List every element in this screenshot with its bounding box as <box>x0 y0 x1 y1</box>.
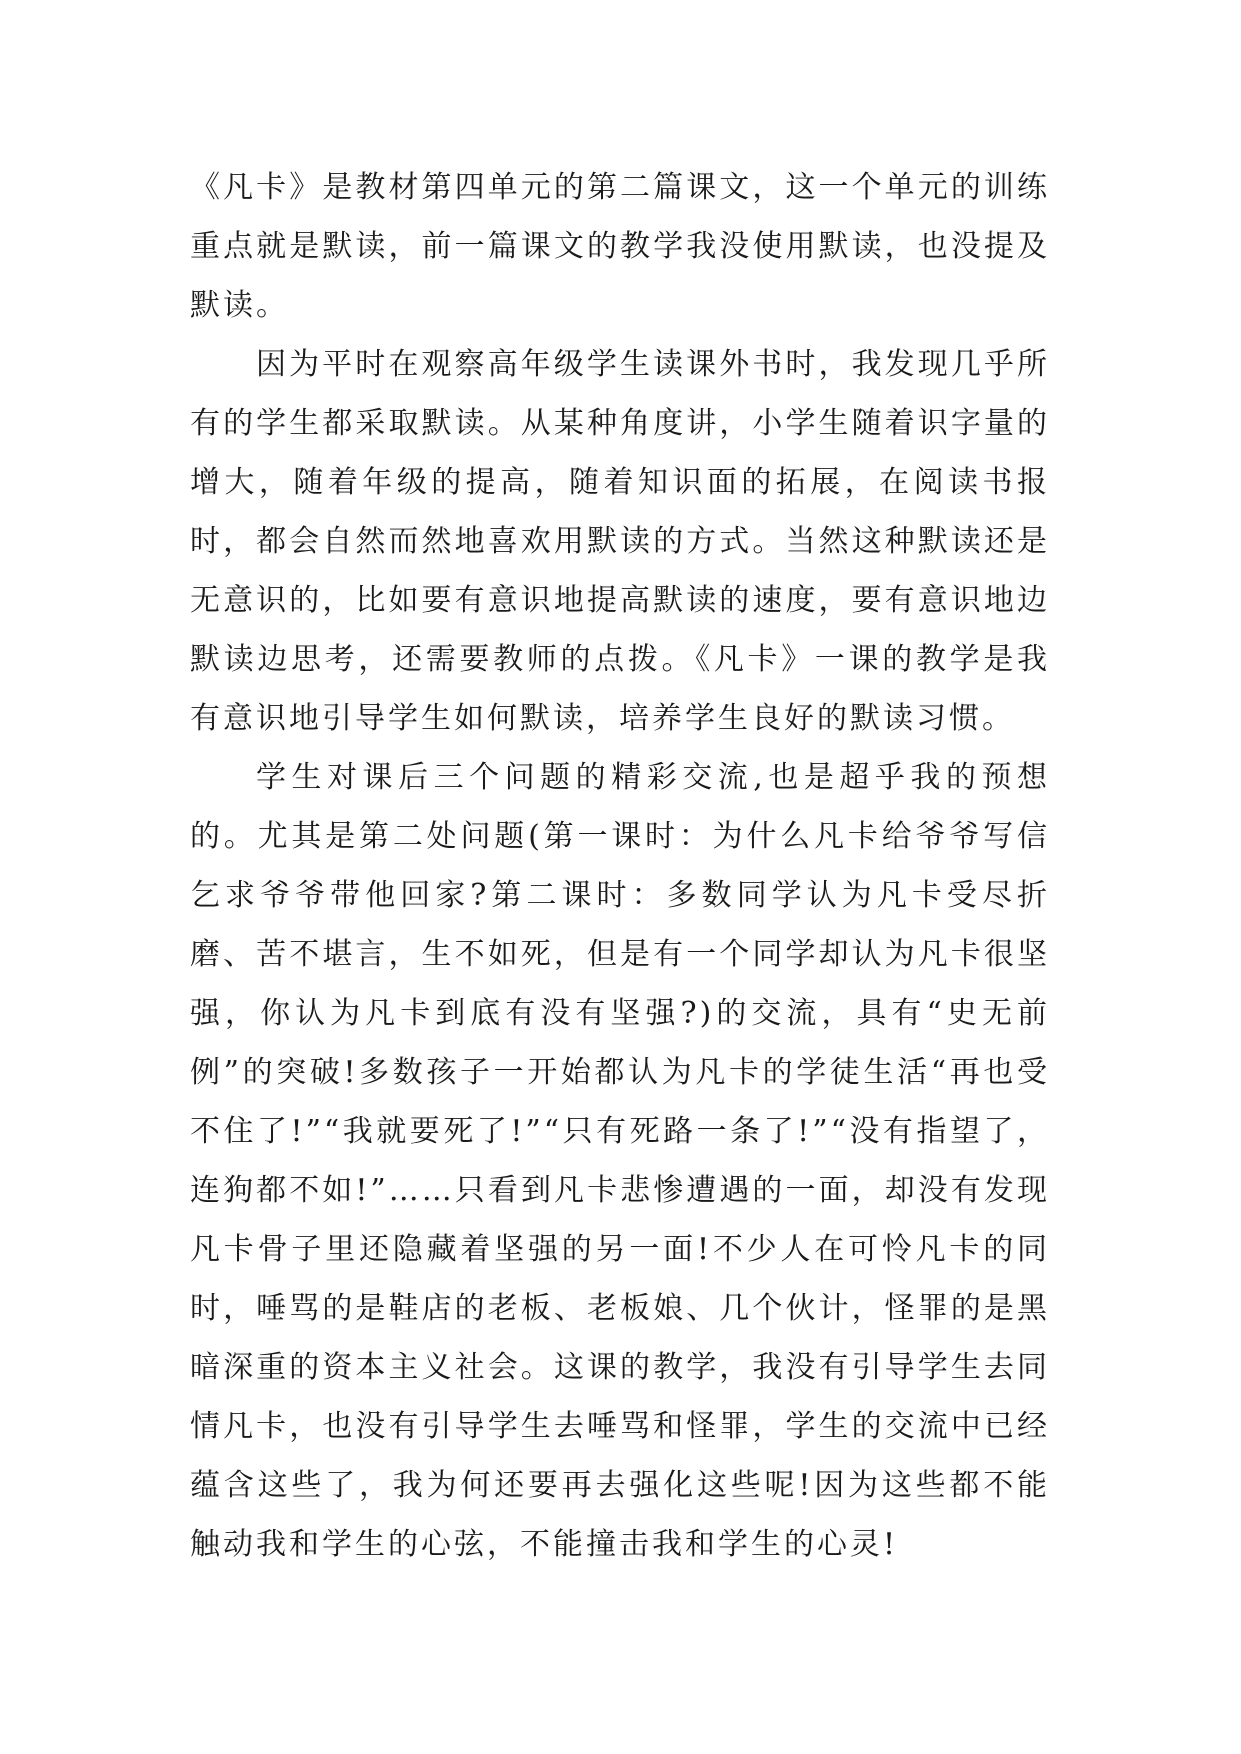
paragraph-3: 学生对课后三个问题的精彩交流,也是超乎我的预想的。尤其是第二处问题(第一课时：为什么凡卡给爷爷写信乞求爷爷带他回家?第二课时：多数同学认为凡卡受尽折磨、苦不堪言，生不如死，但是有一个同学却认为凡卡很坚强，你认为凡卡到底有没有坚强?)的交流，具有“史无前例”的突破!多数孩子一开始都认为凡卡的学徒生活“再也受不住了!”“我就要死了!”“只有死路一条了!”“没有指望了，连狗都不如!”……只看到凡卡悲惨遭遇的一面，却没有发现凡卡骨子里还隐藏着坚强的另一面!不少人在可怜凡卡的同时，唾骂的是鞋店的老板、老板娘、几个伙计，怪罪的是黑暗深重的资本主义社会。这课的教学，我没有引导学生去同情凡卡，也没有引导学生去唾骂和怪罪，学生的交流中已经蕴含这些了，我为何还要再去强化这些呢!因为这些都不能触动我和学生的心弦，不能撞击我和学生的心灵! <box>190 760 1050 1562</box>
document-body <box>190 158 1050 1574</box>
paragraph-2: 因为平时在观察高年级学生读课外书时，我发现几乎所有的学生都采取默读。从某种角度讲，小学生随着识字量的增大，随着年级的提高，随着知识面的拓展，在阅读书报时，都会自然而然地喜欢用默读的方式。当然这种默读还是无意识的，比如要有意识地提高默读的速度，要有意识地边默读边思考，还需要教师的点拨。《凡卡》一课的教学是我有意识地引导学生如何默读，培养学生良好的默读习惯。 <box>190 347 1050 736</box>
paragraph-1: 《凡卡》是教材第四单元的第二篇课文，这一个单元的训练重点就是默读，前一篇课文的教学我没使用默读，也没提及默读。 <box>190 170 1050 323</box>
